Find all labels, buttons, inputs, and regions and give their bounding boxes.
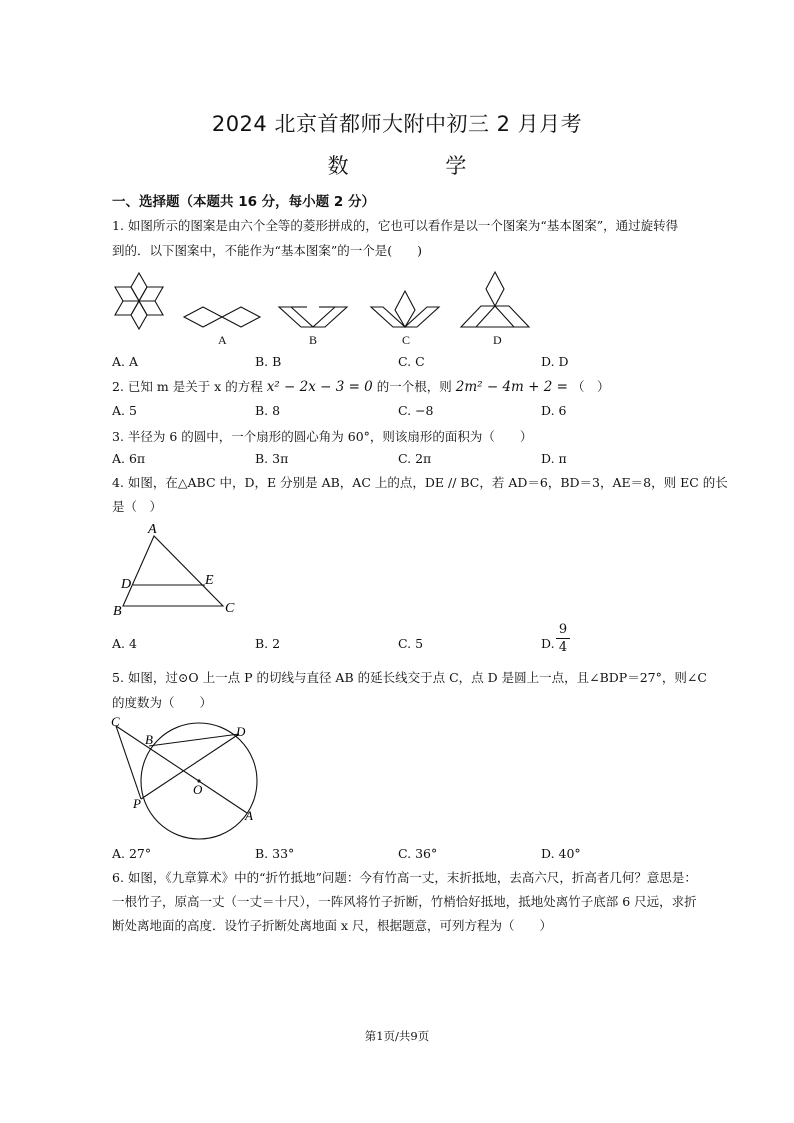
q2-middle: 的一个根，则 <box>376 379 452 394</box>
q1-figure-d <box>459 270 531 330</box>
q2-option-c: C. −8 <box>398 403 434 418</box>
q1-option-a: A. A <box>112 354 139 369</box>
q4-fraction-numerator: 9 <box>558 622 568 637</box>
section-heading: 一、选择题（本题共 16 分，每小题 2 分） <box>112 194 375 210</box>
page-footer: 第1页/共9页 <box>364 1029 430 1043</box>
q4-option-c: C. 5 <box>398 636 424 651</box>
q3-text: 3. 半径为 6 的圆中，一个扇形的圆心角为 60°，则该扇形的面积为（ ） <box>112 429 533 444</box>
q5-label-d: D <box>236 724 246 739</box>
q6-text-line1: 6. 如图，《九章算术》中的“折竹抵地”问题：今有竹高一丈，末折抵地，去高六尺，折高者几何？意思是： <box>112 870 697 885</box>
q2-option-b: B. 8 <box>255 403 281 418</box>
q5-circle-figure <box>108 712 268 840</box>
q5-label-b: B <box>145 732 153 747</box>
q4-triangle-figure <box>110 518 245 618</box>
document-title: 2024 北京首都师大附中初三 2 月月考 <box>211 112 583 136</box>
q5-label-a: A <box>245 808 253 823</box>
q5-option-c: C. 36° <box>398 846 438 861</box>
q2-prefix: 2. 已知 m 是关于 x 的方程 <box>112 379 263 394</box>
q4-label-a: A <box>148 522 157 537</box>
q4-label-b: B <box>113 604 122 619</box>
q3-option-c: C. 2π <box>398 451 432 466</box>
q5-text-line1: 5. 如图，过⊙O 上一点 P 的切线与直径 AB 的延长线交于点 C，点 D 是圆上一点，且∠BDP＝27°，则∠C <box>112 670 707 685</box>
q4-label-c: C <box>225 601 235 616</box>
q1-star-figure <box>108 270 170 332</box>
q4-label-d: D <box>121 577 132 592</box>
q3-option-d: D. π <box>541 451 567 466</box>
q4-option-b: B. 2 <box>255 636 281 651</box>
q3-option-a: A. 6π <box>112 451 146 466</box>
q4-text-line2: 是（ ） <box>112 499 163 514</box>
q1-option-c: C. C <box>398 354 425 369</box>
q1-text-line2: 到的．以下图案中，不能作为“基本图案”的一个是( ) <box>112 243 423 258</box>
subject-title: 数 学 <box>327 154 512 178</box>
q1-text-line1: 1. 如图所示的图案是由六个全等的菱形拼成的，它也可以看作是以一个图案为“基本图案”，通过旋转得 <box>112 218 679 233</box>
q1-figure-label-a: A <box>218 333 227 347</box>
q1-figure-b <box>277 305 349 329</box>
q1-figure-label-b: B <box>309 333 318 347</box>
q2-suffix: （ ） <box>571 379 610 394</box>
q4-option-d-fraction <box>556 622 570 655</box>
q5-label-p: P <box>133 796 141 811</box>
q2-equation: x² − 2x − 3 = 0 <box>266 379 373 395</box>
q3-option-b: B. 3π <box>255 451 289 466</box>
q2-option-d: D. 6 <box>541 403 567 418</box>
q2-expression: 2m² − 4m + 2 = <box>455 379 568 395</box>
q5-label-c: C <box>111 714 120 729</box>
q2-text <box>112 377 609 395</box>
q5-option-d: D. 40° <box>541 846 581 861</box>
q4-text-line1: 4. 如图，在△ABC 中，D，E 分别是 AB，AC 上的点，DE // BC，若 AD＝6，BD＝3，AE＝8，则 EC 的长 <box>112 475 728 490</box>
q5-option-b: B. 33° <box>255 846 295 861</box>
q6-text-line2: 一根竹子，原高一丈（一丈＝十尺），一阵风将竹子折断，竹梢恰好抵地，抵地处离竹子底部 6 尺远，求折 <box>112 894 697 909</box>
q1-figure-c <box>369 288 441 330</box>
q1-figure-a <box>182 305 262 329</box>
q4-fraction-denominator: 4 <box>558 640 568 655</box>
q1-option-b: B. B <box>255 354 282 369</box>
q1-figure-label-d: D <box>493 333 502 347</box>
q1-option-d: D. D <box>541 354 569 369</box>
q2-option-a: A. 5 <box>112 403 137 418</box>
q5-option-a: A. 27° <box>112 846 152 861</box>
q6-text-line3: 断处离地面的高度．设竹子折断处离地面 x 尺，根据题意，可列方程为（ ） <box>112 918 552 933</box>
q4-option-d: D. <box>541 636 555 651</box>
q4-option-a: A. 4 <box>112 636 137 651</box>
q5-label-o: O <box>193 782 203 797</box>
q5-text-line2: 的度数为（ ） <box>112 695 213 710</box>
q1-figure-label-c: C <box>402 333 411 347</box>
q4-label-e: E <box>205 573 214 588</box>
q4-fraction-bar <box>556 638 570 639</box>
